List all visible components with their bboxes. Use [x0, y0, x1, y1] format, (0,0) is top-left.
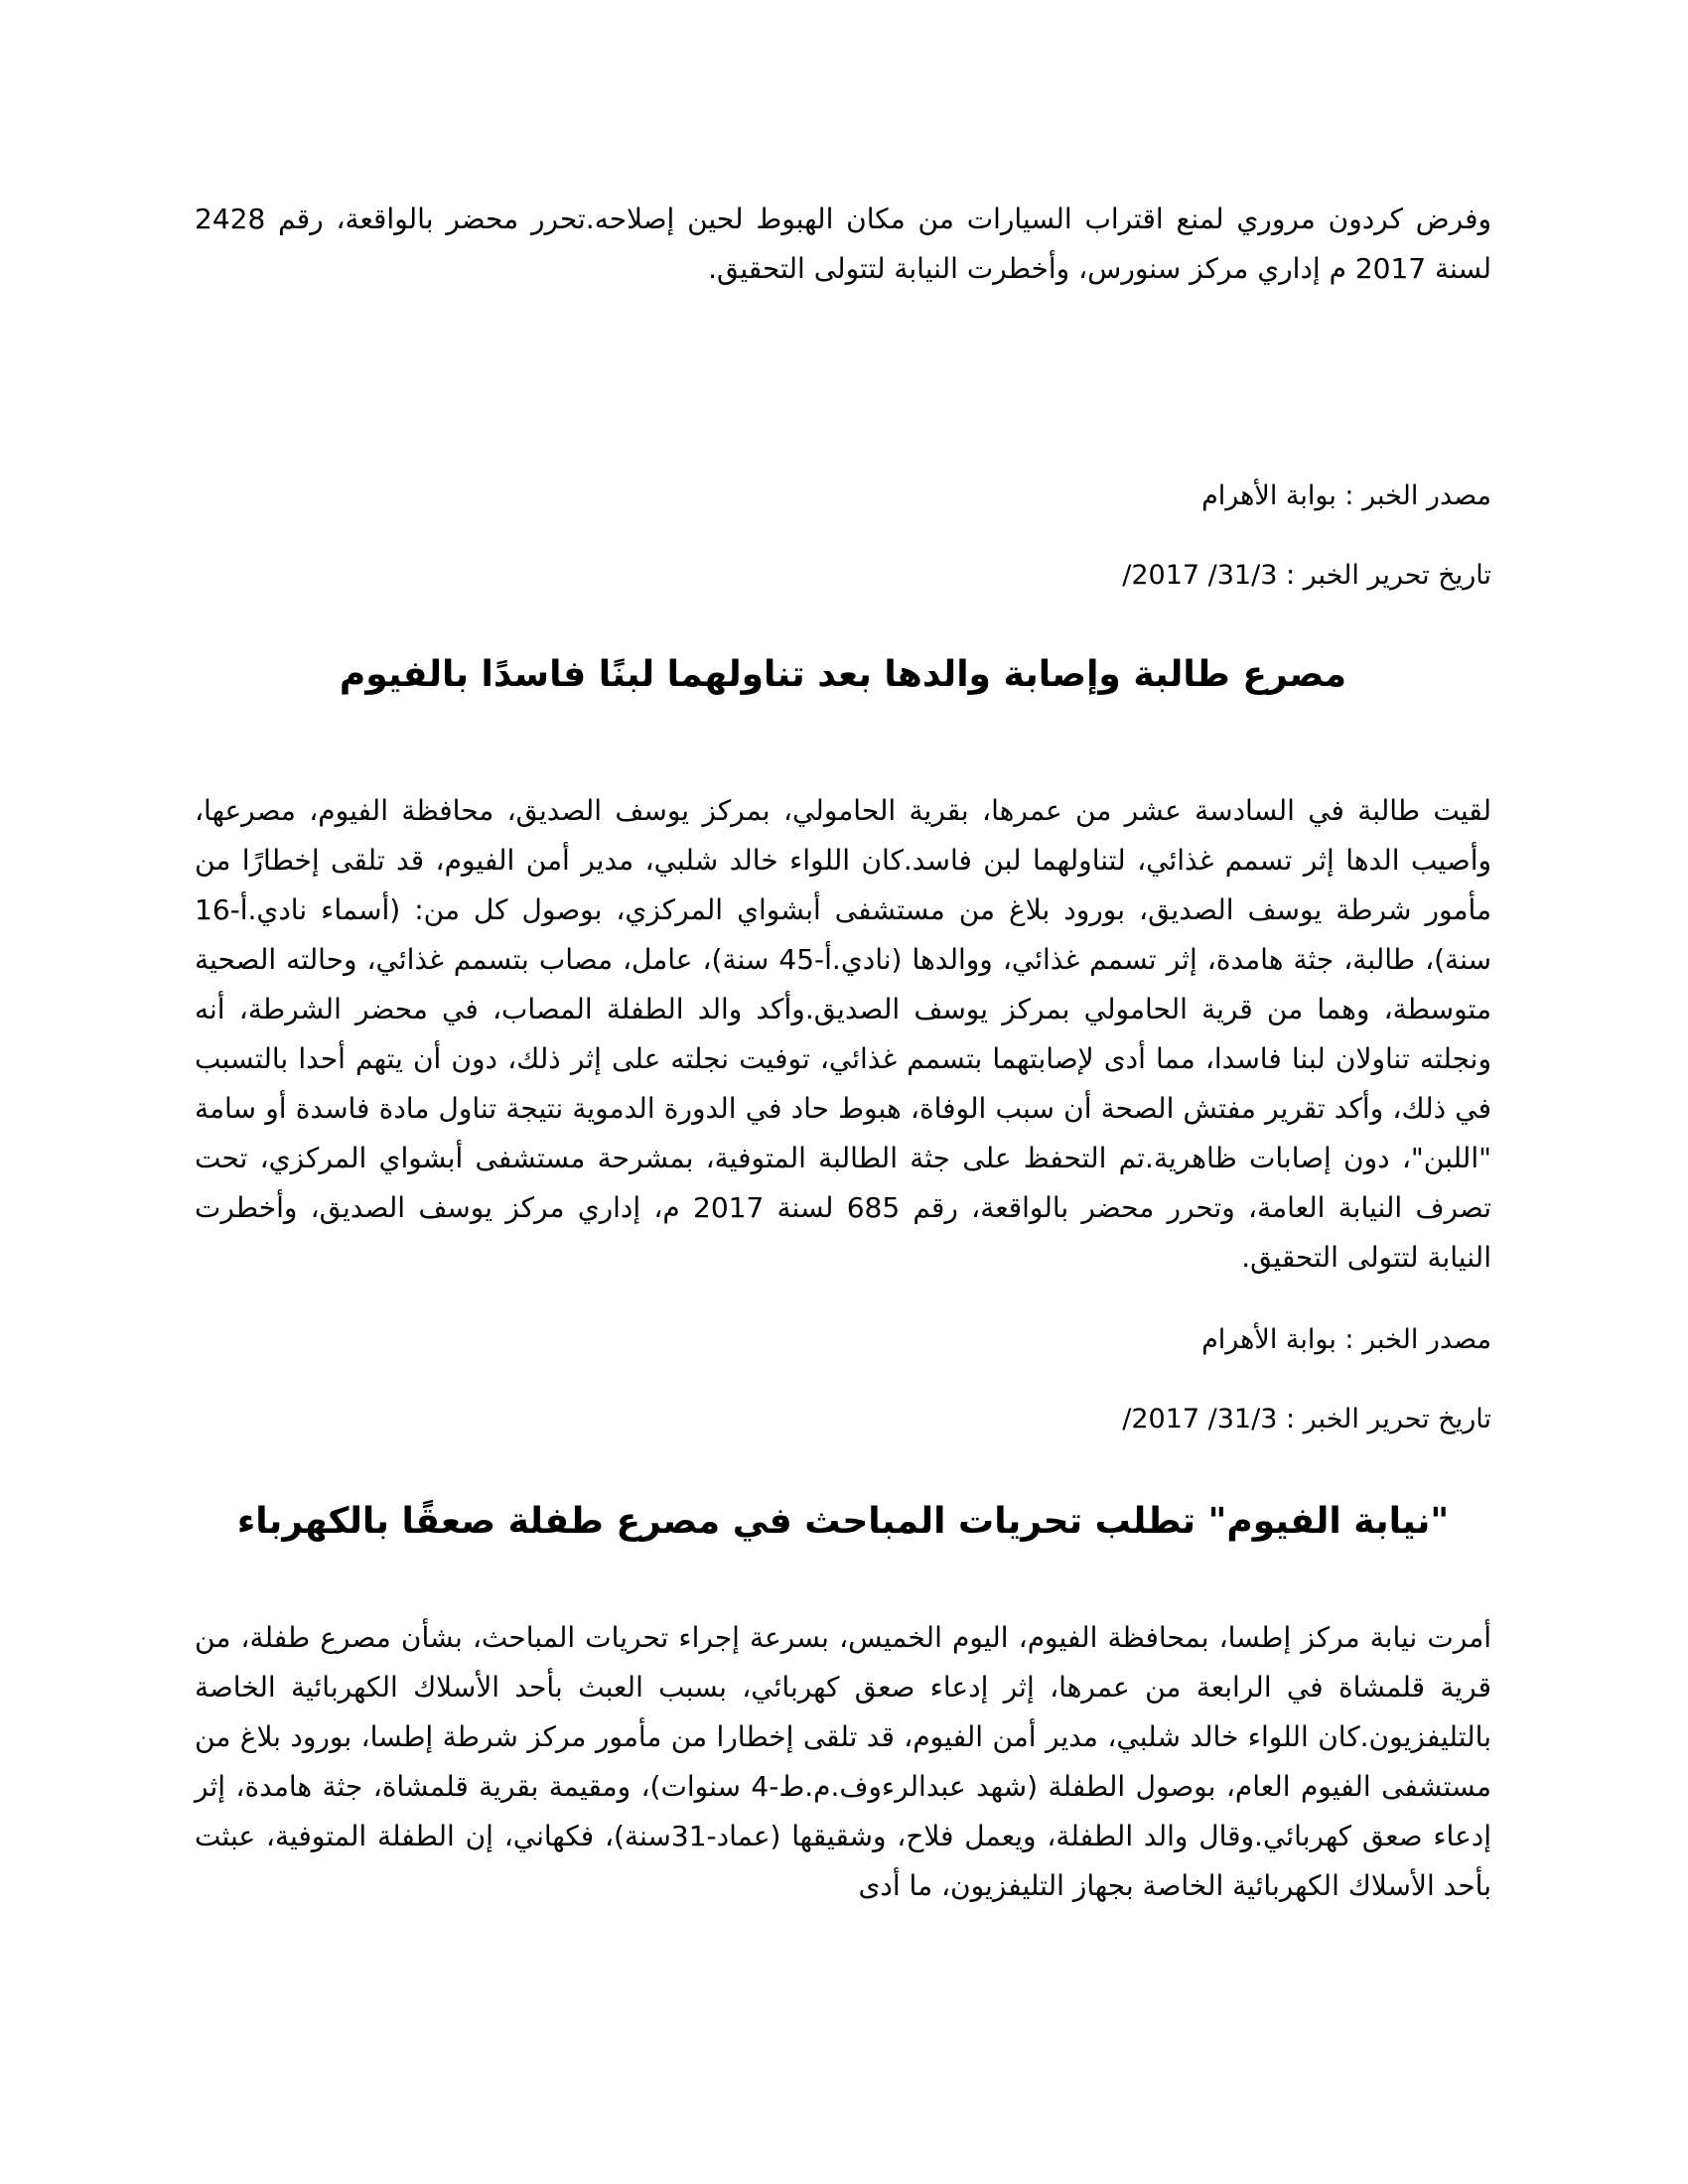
headline-2: "نيابة الفيوم" تطلب تحريات المباحث في مصرع طفلة صعقًا بالكهرباء — [236, 1501, 1450, 1542]
article-tail — [195, 195, 1491, 294]
article-body-2 — [195, 1613, 1491, 1911]
article-body-1 — [195, 786, 1491, 1283]
news-source: مصدر الخبر : بوابة الأهرام — [1201, 1324, 1491, 1355]
news-date: تاريخ تحرير الخبر : 31/3/ 2017/ — [1122, 1404, 1491, 1434]
source-line-1 — [195, 477, 1491, 516]
date-line-1 — [195, 556, 1491, 596]
article-body-paragraph: لقيت طالبة في السادسة عشر من عمرها، بقرية الحامولي، بمركز يوسف الصديق، محافظة الفيوم، مصرعها، وأصيب الدها إثر تسمم غذائي، لتناولهما لبن فاسد.كان اللواء خالد شلبي، مدير أمن الفيوم، قد تلقى إخطارًا من مأمور شرطة يوسف الصديق، بورود بلاغ من مستشفى أبشواي المركزي، بوصول كل من: (أسماء نادي.أ-16 سنة)، طالبة، جثة هامدة، إثر تسمم غذائي، ووالدها (نادي.أ-45 سنة)، عامل، مصاب بتسمم غذائي، وحالته الصحية متوسطة، وهما من قرية الحامولي بمركز يوسف الصديق.وأكد والد الطفلة المصاب، في محضر الشرطة، أنه ونجلته تناولان لبنا فاسدا، مما أدى لإصابتهما بتسمم غذائي، توفيت نجلته على إثر ذلك، دون أن يتهم أحدا بالتسبب في ذلك، وأكد تقرير مفتش الصحة أن سبب الوفاة، هبوط حاد في الدورة الدموية نتيجة تناول مادة فاسدة أو سامة "اللبن"، دون إصابات ظاهرية.تم التحفظ على جثة الطالبة المتوفية، بمشرحة مستشفى أبشواي المركزي، تحت تصرف النيابة العامة، وتحرر محضر بالواقعة، رقم 685 لسنة 2017 م، إداري مركز يوسف الصديق، وأخطرت النيابة لتتولى التحقيق. — [195, 794, 1491, 1274]
news-source: مصدر الخبر : بوابة الأهرام — [1201, 480, 1491, 511]
news-date: تاريخ تحرير الخبر : 31/3/ 2017/ — [1122, 560, 1491, 591]
article-tail-paragraph: وفرض كردون مروري لمنع اقتراب السيارات من مكان الهبوط لحين إصلاحه.تحرر محضر بالواقعة، رقم 2428 لسنة 2017 م إداري مركز سنورس، وأخطرت النيابة لتتولى التحقيق. — [195, 203, 1491, 285]
source-line-2 — [195, 1320, 1491, 1360]
article-body-paragraph: أمرت نيابة مركز إطسا، بمحافظة الفيوم، اليوم الخميس، بسرعة إجراء تحريات المباحث، بشأن مصرع طفلة، من قرية قلمشاة في الرابعة من عمرها، إثر إدعاء صعق كهربائي، بسبب العبث بأحد الأسلاك الكهربائية الخاصة بالتليفزيون.كان اللواء خالد شلبي، مدير أمن الفيوم، قد تلقى إخطارا من مأمور مركز شرطة إطسا، بورود بلاغ من مستشفى الفيوم العام، بوصول الطفلة (شهد عبدالرءوف.م.ط-4 سنوات)، ومقيمة بقرية قلمشاة، جثة هامدة، إثر إدعاء صعق كهربائي.وقال والد الطفلة، ويعمل فلاح، وشقيقها (عماد-31سنة)، فكهاني، إن الطفلة المتوفية، عبثت بأحد الأسلاك الكهربائية الخاصة بجهاز التليفزيون، ما أدى — [195, 1621, 1491, 1902]
date-line-2 — [195, 1400, 1491, 1439]
headline-1: مصرع طالبة وإصابة والدها بعد تناولهما لبنًا فاسدًا بالفيوم — [339, 654, 1347, 695]
